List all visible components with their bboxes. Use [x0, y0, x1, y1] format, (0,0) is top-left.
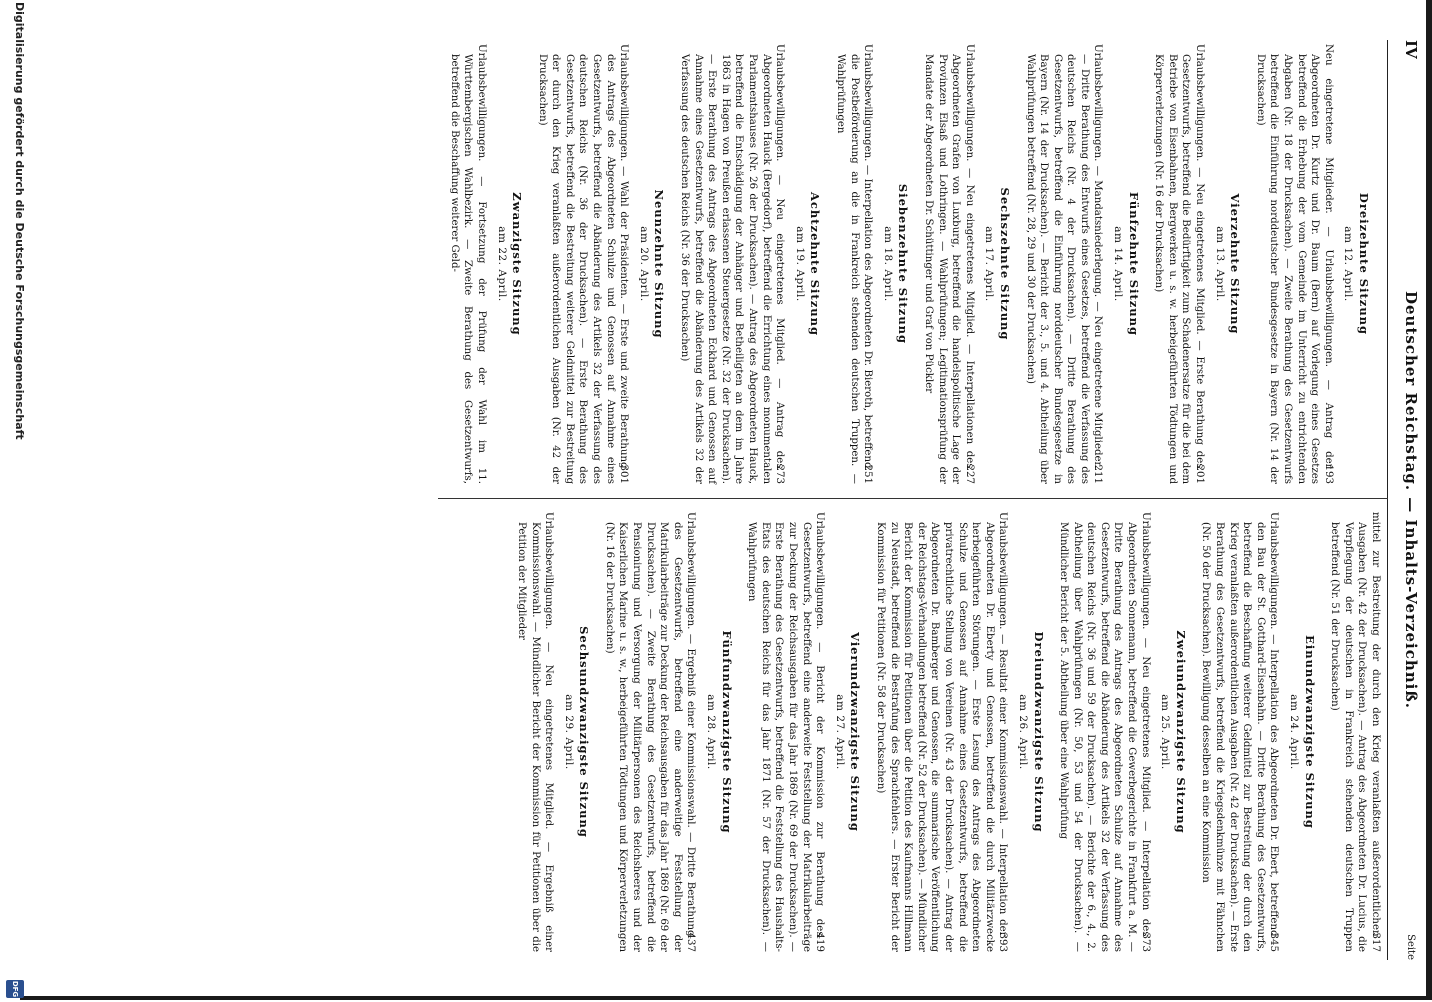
page-title: Deutscher Reichstag. — Inhalts-Verzeichniß. [1402, 290, 1420, 709]
entry-text: Urlaubsbewilligungen. — Neu eingetretenes Mitglied. — Antrag des Abgeordneten Hauck (Bergedorf), betreffend die Errichtung eines monumentalen Parlamentshauses (Nr. 26 der Drucksachen). — Antrag des Abgeordneten Hauck, betreffend die Entschädigung der Anhänger und Betheiligten an dem im Jahre 1863 in Hagen von Preußen erlassenen Steuergesetze (Nr. 32 der Drucksachen). — Erste Berathung des Antrags des Abgeordneten Eckhard und Genossen auf Annahme eines Gesetzentwurfs, betreffend die Abänderung des Artikels 32 der Verfassung des deutschen Reichs (Nr. 36 der Drucksachen) [679, 44, 786, 484]
sitzung-section [833, 44, 909, 484]
column-divider [438, 498, 1388, 499]
sitzung-date: am 24. April. [1288, 694, 1301, 770]
entry-text: Urlaubsbewilligungen. — Mandatsniederlegung. — Neu eingetretene Mitglieder. — Dritte Berathung des Entwurfs eines Gesetzes, betreffend die Verfassung des deutschen Reichs (Nr. 4 der Drucksachen). — Dritte Berathung des Gesetzentwurfs, betreffend die Einführung norddeutscher Bundesgesetze in Bayern (Nr. 14 der Drucksachen). — Bericht der 3., 5. und 4. Abtheilung über Wahlprüfungen betreffend (Nr. 28, 29 und 30 der Drucksachen) [1024, 44, 1104, 484]
sitzung-section [1023, 44, 1140, 484]
sitzung-title: Zweiundzwanzigste Sitzung [1173, 630, 1188, 834]
sitzung-section [921, 44, 1011, 484]
index-entry [447, 44, 488, 484]
sitzung-title: Sechszehnte Sitzung [997, 187, 1012, 341]
entry-page-number: 419 [814, 932, 826, 952]
sitzung-section [1253, 44, 1370, 484]
index-entry [1023, 44, 1105, 484]
entry-page-number: 317 [1370, 932, 1381, 952]
index-entry [1057, 512, 1152, 952]
entry-text: Urlaubsbewilligungen. — Interpellation des Abgeordneten Dr. Ebert, betreffend den Bau der St. Gotthard-Eisenbahn. — Dritte Berathung des Gesetzentwurfs, betreffend die Beschaffung weiterer Geldmittel zur Bestreitung der durch den Krieg veranlaßten außerordentlichen Ausgaben (Nr. 42 der Drucksachen). — Erste Berathung des Gesetzentwurfs, betreffend die Kriegsdenkmünze mit Fähnchen (Nr. 50 der Drucksachen). Bewilligung desselben an eine Kommission [1200, 512, 1280, 952]
entry-page-number: 301 [618, 464, 630, 484]
sitzung-section [514, 512, 590, 952]
sitzung-date: am 28. April. [705, 694, 718, 770]
sitzung-section [535, 44, 665, 484]
sitzung-date: am 29. April. [562, 694, 575, 770]
sitzung-title: Vierundzwanzigste Sitzung [848, 632, 863, 832]
index-entry [1253, 44, 1335, 484]
index-entry [1328, 512, 1382, 952]
sitzung-date: am 20. April. [637, 226, 650, 302]
entry-page-number: 273 [774, 464, 786, 484]
sitzung-section [1199, 512, 1316, 952]
sitzung-title: Einundzwanzigste Sitzung [1302, 635, 1317, 829]
sitzung-title: Dreiundzwanzigste Sitzung [1031, 631, 1046, 833]
sitzung-date: am 22. April. [495, 226, 508, 302]
header-rule [1387, 40, 1388, 960]
sitzung-date: am 17. April. [983, 226, 996, 302]
entry-page-number: 373 [1139, 932, 1151, 952]
sitzung-title: Vierzehnte Sitzung [1228, 193, 1243, 335]
sitzung-section [677, 44, 821, 484]
page-header [1392, 40, 1420, 960]
entry-text: Urlaubsbewilligungen. — Neu eingetretenes Mitglied. — Ergebniß einer Kommissionswahl. — Mündlicher Bericht der Kommission für Petitionen über die Petition der Mitglieder [515, 512, 555, 952]
entry-page-number: 437 [685, 932, 697, 952]
sitzung-section [1152, 44, 1242, 484]
page-number: IV [1402, 40, 1420, 59]
entry-text: Urlaubsbewilligungen. — Wahl der Präsidenten. — Erste und zweite Berathung des Antrags des Abgeordneten Schulze und Genossen auf Annahme eines Gesetzentwurfs, betreffend die Abänderung des Artikels 32 der Verfassung des deutschen Reichs (Nr. 36 der Drucksachen). — Erste Berathung des Gesetzentwurfs, betreffend die Bestreitung weiterer Geldmittel zur Bestreitung der durch den Krieg veranlaßten außerordentlichen Ausgaben (Nr. 42 der Drucksachen) [536, 44, 630, 484]
sitzung-title: Siebenzehnte Sitzung [896, 183, 911, 345]
sitzung-date: am 12. April. [1342, 226, 1355, 302]
sitzung-title: Sechsundzwanzigste Sitzung [577, 626, 592, 838]
sitzung-title: Neunzehnte Sitzung [652, 189, 667, 339]
sitzung-date: am 19. April. [793, 226, 806, 302]
entry-text: mittel zur Bestreitung der durch den Krieg veranlaßten außerordentlichen Ausgaben (Nr. 42 der Drucksachen). — Antrag des Abgeordneten Dr. Lucius, die Verpflegung der deutschen in Frankreich stehenden deutschen Truppen betreffend (Nr. 51 der Drucksachen) [1329, 512, 1381, 952]
sitzung-date: am 18. April. [881, 226, 894, 302]
entry-page-number: 251 [862, 464, 874, 484]
page-column-label: Seite [1405, 934, 1416, 960]
entry-page-number: 227 [963, 464, 975, 484]
sitzung-title: Fünfundzwanzigste Sitzung [719, 630, 734, 834]
sitzung-date: am 26. April. [1016, 694, 1029, 770]
entry-page-number: 393 [997, 932, 1009, 952]
entry-page-number: 193 [1322, 464, 1334, 484]
index-entry [745, 512, 827, 952]
sitzung-section [873, 512, 1044, 952]
right-column [504, 512, 1382, 952]
sitzung-date: am 13. April. [1213, 226, 1226, 302]
left-column [437, 44, 1382, 484]
sitzung-title: Zwanzigste Sitzung [510, 192, 525, 336]
index-entry [677, 44, 786, 484]
digitization-note: Digitalisierung gefördert durch die Deutsche Forschungsgemeinschaft [13, 2, 26, 440]
entry-text: Urlaubsbewilligungen. — Resultat einer Kommissionswahl. — Interpellation der Abgeordneten Dr. Eberty und Genossen, betreffend die durch Militärzwecke herbeigeführten Störungen. — Erste Lesung des Antrags des Abgeordneten Schulze und Genossen auf Annahme eines Gesetzentwurfs, betreffend die privatrechtliche Stellung von Vereinen (Nr. 43 der Drucksachen). — Antrag der Abgeordneten Dr. Bamberger und Genossen, die summarische Veröffentlichung der Reichstags-Verhandlungen betreffend (Nr. 52 der Drucksachen). — Mündlicher Bericht der Kommission für Petitionen über die Petition des Kaufmanns Hillmann zu Neustadt, betreffend die Bestrafung des Sprachfehlers. — Erster Bericht der Kommission für Petitionen (Nr. 58 der Drucksachen) [875, 512, 1009, 952]
index-entry [833, 44, 874, 484]
entry-text: Urlaubsbewilligungen. — Neu eingetretenes Mitglied. — Interpellationen des Abgeordneten Grafen von Luxburg, betreffend die handelspolitische Lage der Provinzen Elsaß und Lothringen. — Wahlprüfungen; Legitimationsprüfung der Mandate der Abgeordneten Dr. Schüttinger und Graf von Pückler [922, 44, 975, 484]
sitzung-section [745, 512, 862, 952]
sitzung-date: am 14. April. [1112, 226, 1125, 302]
entry-text: Urlaubsbewilligungen. — Bericht der Kommission zur Berathung des Gesetzentwurfs, betreffend eine anderweite Feststellung der Matrikularbeiträge zur Deckung der Reichsausgaben für das Jahr 1869 (Nr. 69 der Drucksachen). — Erste Berathung des Gesetzentwurfs, betreffend die Feststellung des Haushalts-Etats des deutschen Reichs für das Jahr 1871 (Nr. 57 der Drucksachen). — Wahlprüfungen [746, 512, 826, 952]
sitzung-title: Fünfzehnte Sitzung [1126, 191, 1141, 337]
index-entry [921, 44, 975, 484]
sitzung-section [602, 512, 732, 952]
entry-text: Neu eingetretene Mitglieder. — Urlaubsbewilligungen. — Antrag der Abgeordneten Dr. Kurtz und Dr. Baum (Bern) auf Vorlegung eines Gesetzes betreffend die Erhebung der vom Gemeinde im Unterricht zu entrichtenden Abgaben (Nr. 18 der Drucksachen). — Zweite Berathung des Gesetzentwurfs betreffend die Einführung norddeutscher Bundesgesetze in Bayern (Nr. 14 der Drucksachen) [1254, 44, 1334, 484]
index-entry [1152, 44, 1206, 484]
sitzung-date: am 27. April. [833, 694, 846, 770]
dfg-logo: DFG [6, 980, 24, 998]
entry-page-number: 201 [1194, 464, 1206, 484]
entry-text: Urlaubsbewilligungen. — Fortsetzung der Prüfung der Wahl im 11. Württembergischen Wahlbezirk. — Zweite Berathung des Gesetzentwurfs, betreffend die Beschaffung weiterer Geld- [448, 44, 487, 484]
sitzung-title: Achtzehnte Sitzung [808, 191, 823, 337]
sitzung-section [447, 44, 523, 484]
sitzung-title: Dreizehnte Sitzung [1357, 192, 1371, 336]
entry-page-number: 211 [1092, 464, 1104, 484]
index-entry [873, 512, 1009, 952]
entry-text: Urlaubsbewilligungen. — Neu eingetretenes Mitglied. — Erste Berathung des Gesetzentwurfs, betreffend die Bedürftigkeit zum Schadenersatze für die bei dem Betriebe von Eisenbahnen, Bergwerken u. s. w. herbeigeführten Tödtungen und Körperverletzungen (Nr. 16 der Drucksachen) [1153, 44, 1206, 484]
index-entry [1199, 512, 1281, 952]
entry-text: Urlaubsbewilligungen. — Neu eingetretenes Mitglied. — Interpellation des Abgeordneten Sonnemann, betreffend die Gewerbegerichte in Frankfurt a. M. — Dritte Berathung des Antrags des Abgeordneten Schulze auf Annahme des Gesetzentwurfs, betreffend die Abänderung des Artikels 32 der Verfassung des deutschen Reichs (Nr. 36 und 59 der Drucksachen). — Berichte der 6., 4., 2. Abtheilung über Wahlprüfungen (Nr. 50, 53 und 54 der Drucksachen). — Mündlicher Bericht der 5. Abtheilung über eine Wahlprüfung [1058, 512, 1151, 952]
entry-text: Urlaubsbewilligungen. — Ergebniß einer Kommissionswahl. — Dritte Berathung des Gesetzentwurfs, betreffend eine anderweitige Feststellung der Matrikularbeiträge zur Deckung der Reichsausgaben für das Jahr 1869 (Nr. 69 der Drucksachen). — Zweite Berathung des Gesetzentwurfs, betreffend die Pensionirung und Versorgung der Militärpersonen des Reichsheeres und der Kaiserlichen Marine u. s. w., herbeigeführten Tödtungen und Körperverletzungen (Nr. 16 der Drucksachen) [603, 512, 697, 952]
sitzung-date: am 25. April. [1159, 694, 1172, 770]
index-entry [602, 512, 697, 952]
entry-text: Urlaubsbewilligungen. — Interpellation des Abgeordneten Dr. Bieroth, betreffend die Postbeförderung an die in Frankreich stehenden deutschen Truppen. — Wahlprüfungen [835, 44, 874, 484]
index-entry [514, 512, 555, 952]
sitzung-section [1057, 512, 1187, 952]
index-entry [535, 44, 630, 484]
entry-page-number: 345 [1268, 932, 1280, 952]
sitzung-section [1328, 512, 1382, 952]
